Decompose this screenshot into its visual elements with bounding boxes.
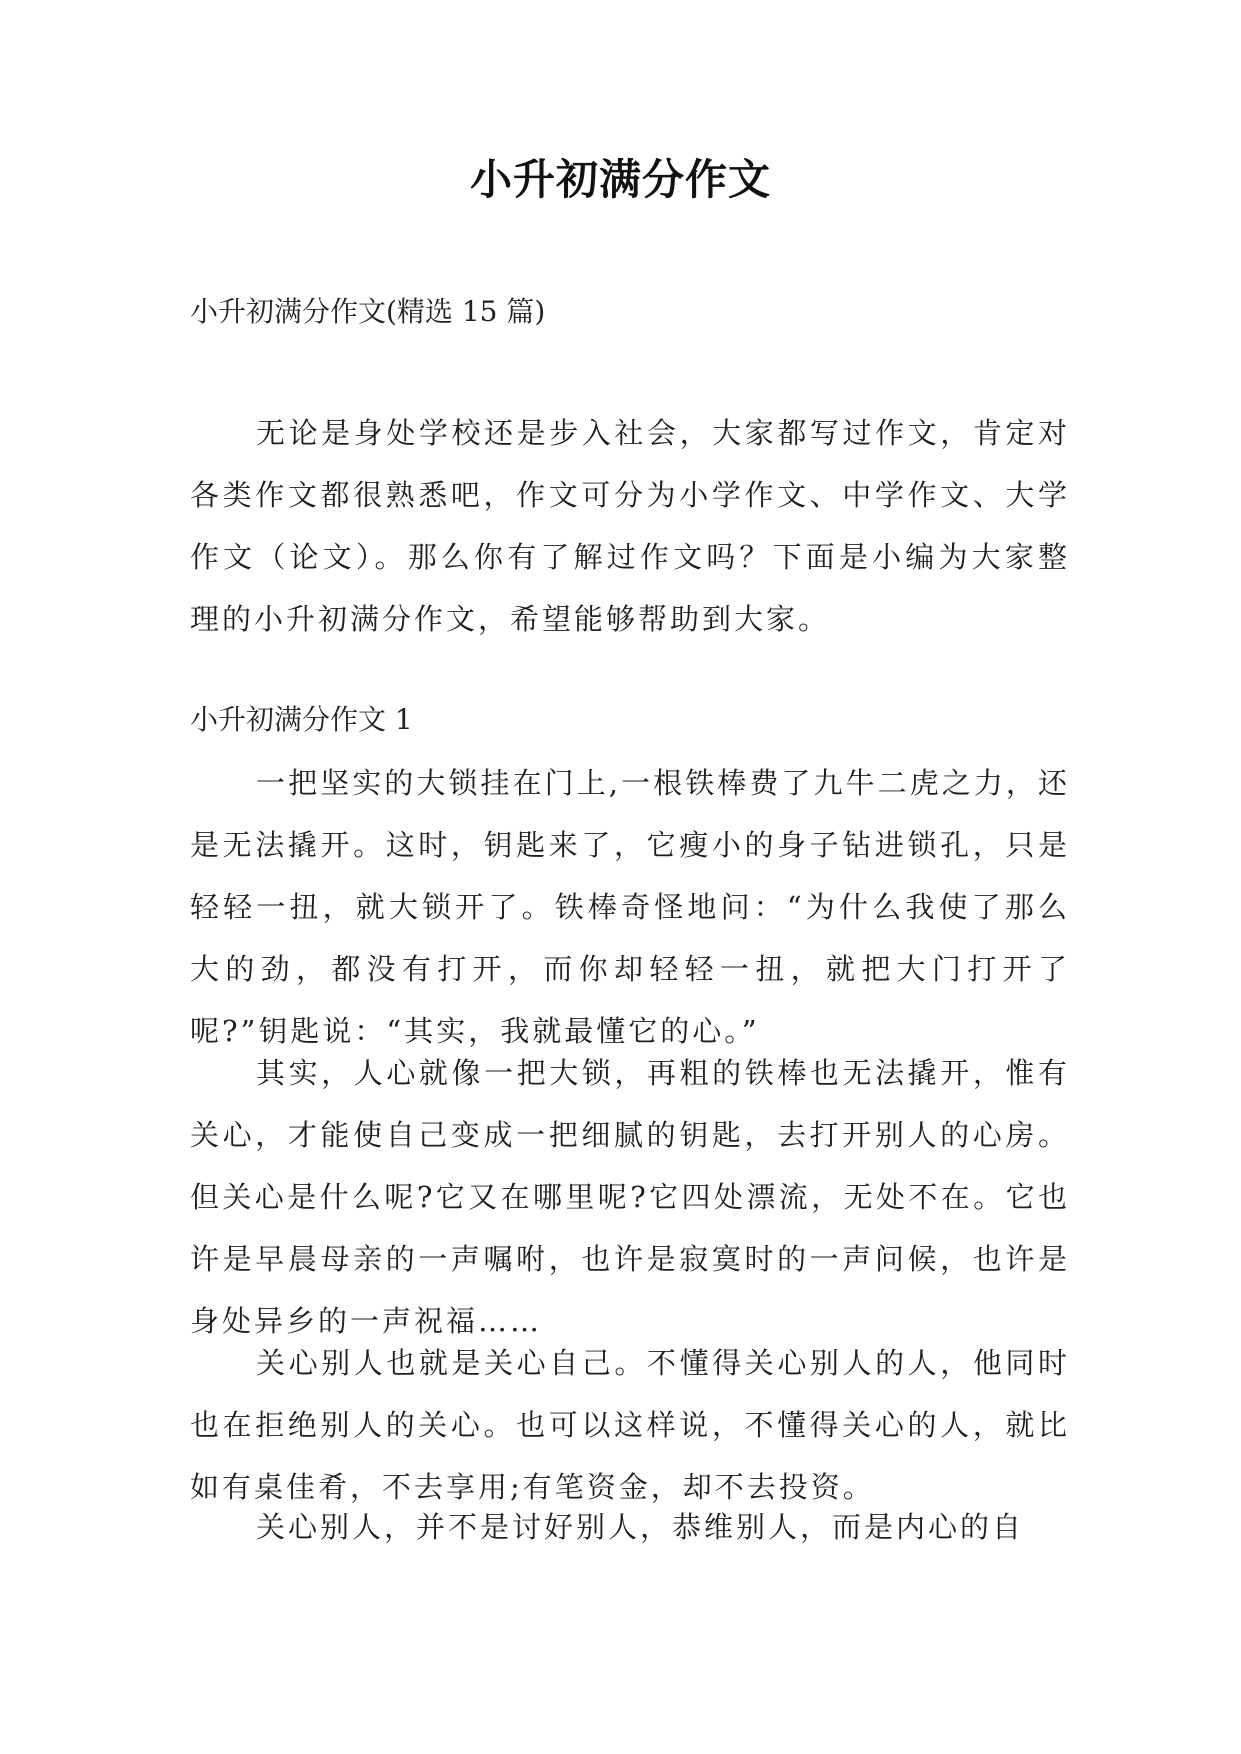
document-title: 小升初满分作文 — [469, 155, 771, 204]
body-paragraph: 其实，人心就像一把大锁，再粗的铁棒也无法撬开，惟有关心，才能使自己变成一把细腻的钥匙，去打开别人的心房。但关心是什么呢?它又在哪里呢?它四处漂流，无处不在。它也许是早晨母亲的一声嘱咐，也许是寂寞时的一声问候，也许是身处异乡的一声祝福…… — [190, 1056, 1070, 1338]
document-subtitle: 小升初满分作文(精选 15 篇) — [190, 295, 546, 328]
body-paragraph: 一把坚实的大锁挂在门上,一根铁棒费了九牛二虎之力，还是无法撬开。这时，钥匙来了，它瘦小的身子钻进锁孔，只是轻轻一扭，就大锁开了。铁棒奇怪地问：“为什么我使了那么大的劲，都没有打开，而你却轻轻一扭，就把大门打开了呢?”钥匙说：“其实，我就最懂它的心。” — [190, 766, 1070, 1048]
body-paragraph: 关心别人也就是关心自己。不懂得关心别人的人，他同时也在拒绝别人的关心。也可以这样说，不懂得关心的人，就比如有桌佳肴，不去享用;有笔资金，却不去投资。 — [190, 1346, 1070, 1504]
body-paragraph: 关心别人，并不是讨好别人，恭维别人，而是内心的自 — [256, 1510, 1025, 1544]
intro-paragraph: 无论是身处学校还是步入社会，大家都写过作文，肯定对各类作文都很熟悉吧，作文可分为小学作文、中学作文、大学作文（论文）。那么你有了解过作文吗？下面是小编为大家整理的小升初满分作文，希望能够帮助到大家。 — [190, 416, 1070, 636]
section-heading: 小升初满分作文 1 — [190, 703, 413, 736]
